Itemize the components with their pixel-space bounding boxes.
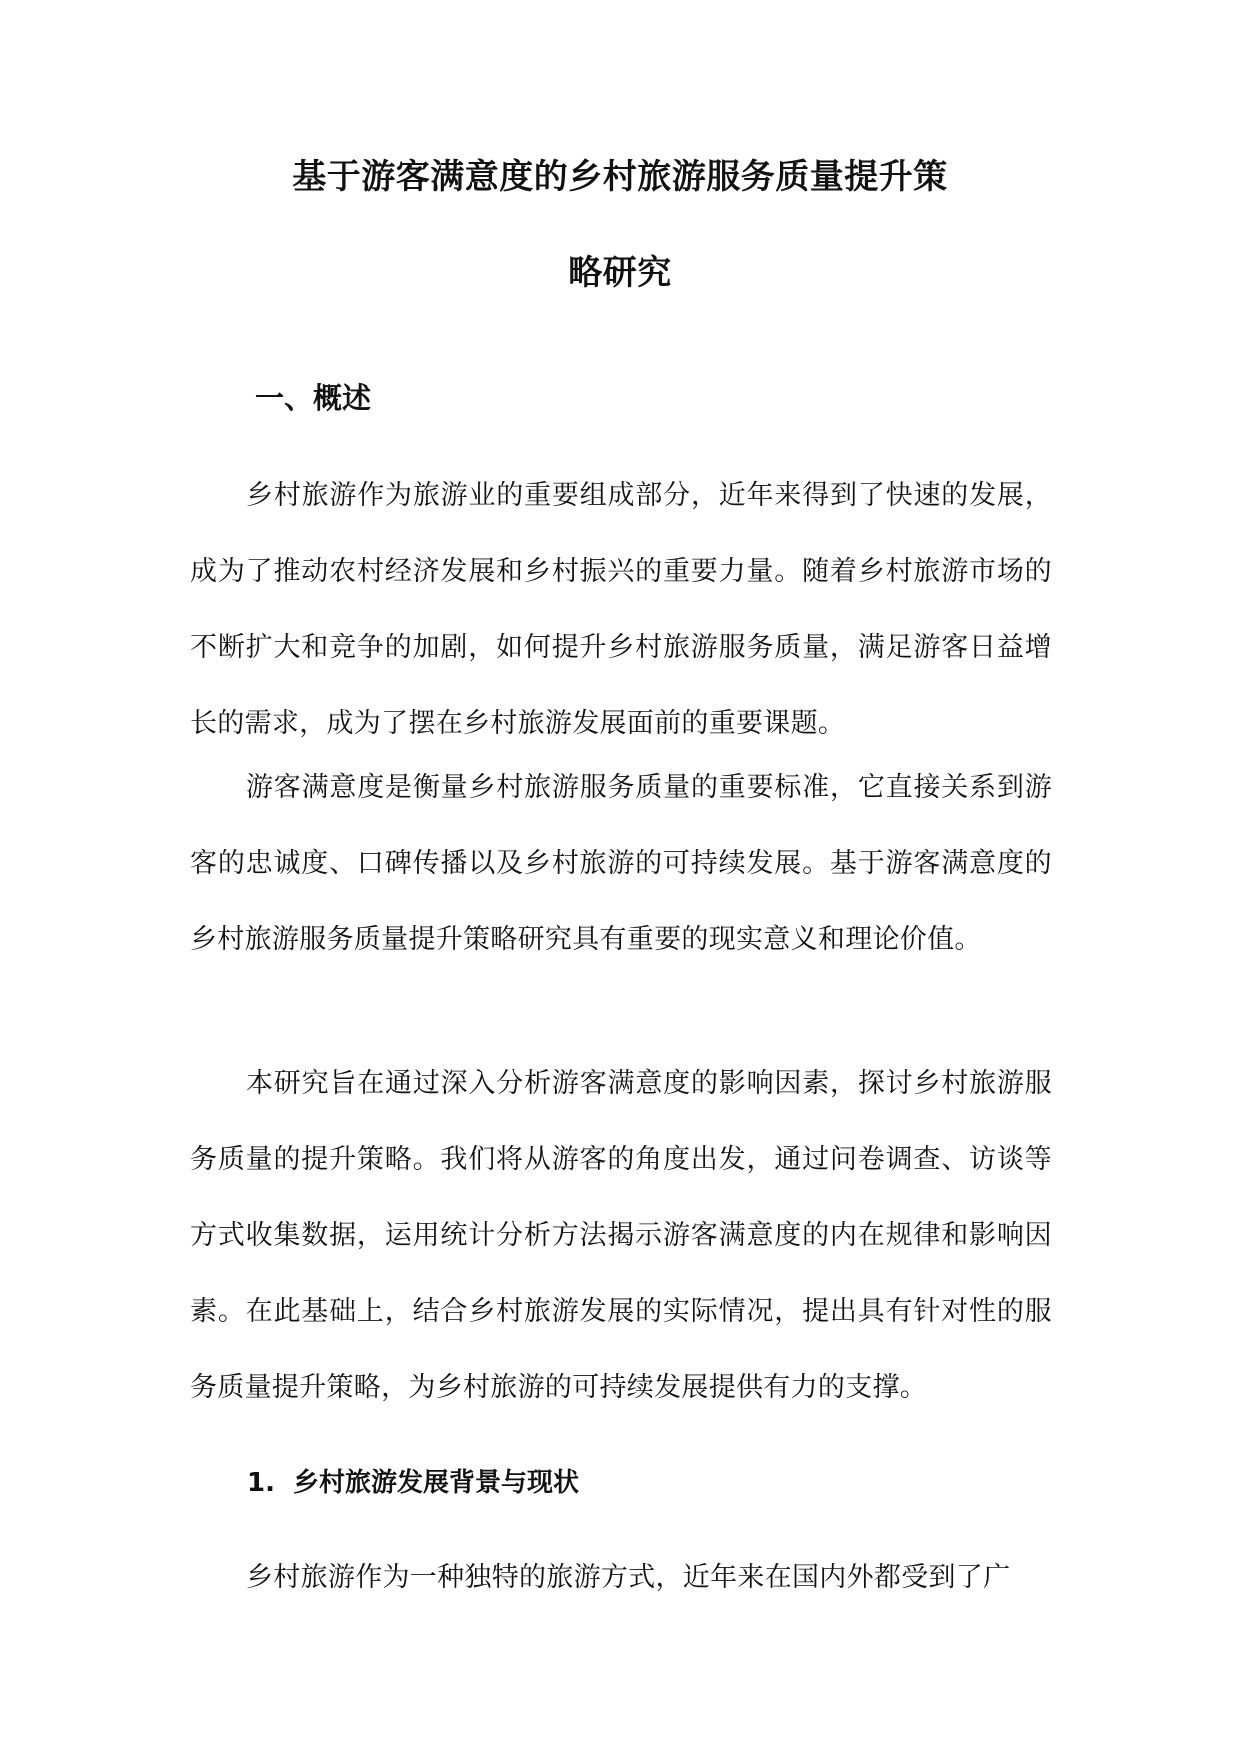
document-title-line-2: 略研究 — [568, 253, 672, 293]
document-title-line-1: 基于游客满意度的乡村旅游服务质量提升策 — [292, 157, 948, 197]
paragraph-2: 游客满意度是衡量乡村旅游服务质量的重要标准，它直接关系到游客的忠诚度、口碑传播以及乡村旅游的可持续发展。基于游客满意度的乡村旅游服务质量提升策略研究具有重要的现实意义和理论价值。 — [190, 772, 1052, 955]
section-heading-overview: 一、概述 — [255, 381, 372, 415]
subsection-paragraph: 乡村旅游作为一种独特的旅游方式，近年来在国内外都受到了广 — [246, 1562, 1011, 1593]
paragraph-1: 乡村旅游作为旅游业的重要组成部分，近年来得到了快速的发展，成为了推动农村经济发展和乡村振兴的重要力量。随着乡村旅游市场的不断扩大和竞争的加剧，如何提升乡村旅游服务质量，满足游客日益增长的需求，成为了摆在乡村旅游发展面前的重要课题。 — [190, 480, 1052, 739]
subsection-title: 乡村旅游发展背景与现状 — [293, 1468, 580, 1498]
subsection-heading — [247, 1466, 579, 1500]
paragraph-3: 本研究旨在通过深入分析游客满意度的影响因素，探讨乡村旅游服务质量的提升策略。我们将从游客的角度出发，通过问卷调查、访谈等方式收集数据，运用统计分析方法揭示游客满意度的内在规律和影响因素。在此基础上，结合乡村旅游发展的实际情况，提出具有针对性的服务质量提升策略，为乡村旅游的可持续发展提供有力的支撑。 — [190, 1068, 1052, 1403]
subsection-number: 1. — [247, 1468, 275, 1498]
